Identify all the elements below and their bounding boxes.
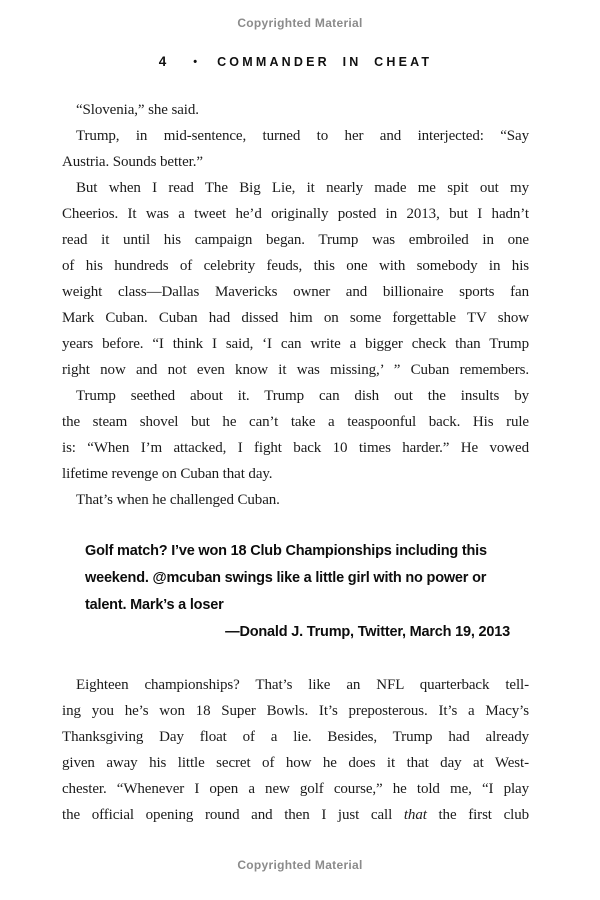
text-line: Eighteen championships? That’s like an NFL quarterback tell- — [76, 677, 529, 693]
text-line: lifetime revenge on Cuban that day. — [62, 466, 273, 482]
text-line: years before. “I think I said, ‘I can write a bigger check than Trump — [62, 336, 529, 352]
text-segment: the first club — [426, 807, 529, 823]
text-line: weight class—Dallas Mavericks owner and billionaire sports fan — [62, 284, 529, 300]
paragraph — [62, 672, 529, 828]
text-line — [62, 802, 529, 828]
paragraph — [62, 487, 529, 513]
page-number: 4 — [158, 54, 168, 69]
text-line: But when I read The Big Lie, it nearly made me spit out my — [76, 180, 529, 196]
tweet-line: Golf match? I’ve won 18 Club Championships including this — [85, 543, 487, 559]
text-line: Trump seethed about it. Trump can dish out the insults by — [76, 388, 529, 404]
body-text-block-2 — [62, 672, 529, 828]
text-line: Cheerios. It was a tweet he’d originally posted in 2013, but I hadn’t — [62, 206, 529, 222]
tweet-line: talent. Mark’s a loser — [85, 597, 224, 613]
text-line: Thanksgiving Day float of a lie. Besides, Trump had already — [62, 729, 529, 745]
bullet-separator: • — [193, 56, 198, 68]
paragraph — [62, 175, 529, 383]
quote-attribution: —Donald J. Trump, Twitter, March 19, 2013 — [225, 624, 510, 640]
text-line: chester. “Whenever I open a new golf course,” he told me, “I play — [62, 781, 529, 797]
text-line: read it until his campaign began. Trump was embroiled in one — [62, 232, 529, 248]
paragraph — [62, 383, 529, 487]
running-header — [62, 54, 529, 71]
copyright-notice-top: Copyrighted Material — [237, 16, 363, 30]
text-line: of his hundreds of celebrity feuds, this one with somebody in his — [62, 258, 529, 274]
tweet-quote-block — [85, 538, 510, 646]
text-line: Austria. Sounds better.” — [62, 154, 203, 170]
paragraph — [62, 97, 529, 123]
text-line: is: “When I’m attacked, I fight back 10 times harder.” He vowed — [62, 440, 529, 456]
text-line: the steam shovel but he can’t take a teaspoonful back. His rule — [62, 414, 529, 430]
paragraph — [62, 123, 529, 175]
text-line: “Slovenia,” she said. — [76, 102, 199, 118]
tweet-line: weekend. @mcuban swings like a little girl with no power or — [85, 570, 487, 586]
body-text-block-1 — [62, 97, 529, 513]
running-title: COMMANDER IN CHEAT — [217, 55, 433, 69]
text-line: Trump, in mid-sentence, turned to her and interjected: “Say — [76, 128, 529, 144]
copyright-notice-bottom: Copyrighted Material — [237, 858, 363, 872]
text-line: That’s when he challenged Cuban. — [76, 492, 280, 508]
text-line: given away his little secret of how he does it that day at West- — [62, 755, 529, 771]
italic-text: that — [403, 807, 427, 823]
text-line: right now and not even know it was missing,’ ” Cuban remembers. — [62, 362, 529, 378]
text-segment: the official opening round and then I just call — [62, 807, 404, 823]
text-line: Mark Cuban. Cuban had dissed him on some forgettable TV show — [62, 310, 529, 326]
text-line: ing you he’s won 18 Super Bowls. It’s preposterous. It’s a Macy’s — [62, 703, 529, 719]
